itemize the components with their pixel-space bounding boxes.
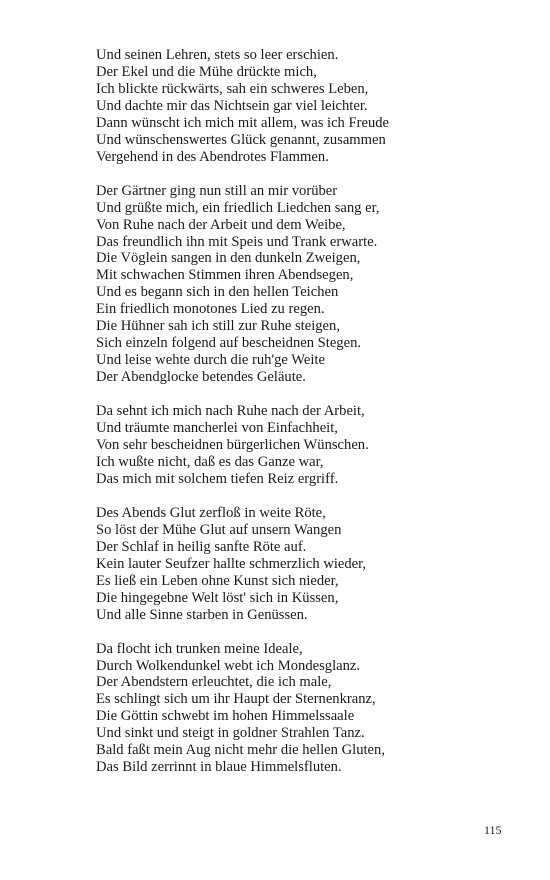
poem-line: Und dachte mir das Nichtsein gar viel leichter. xyxy=(96,97,368,114)
stanza-5 xyxy=(96,641,516,777)
stanza-3 xyxy=(96,403,516,488)
poem-line: Das freundlich ihn mit Speis und Trank erwarte. xyxy=(96,233,378,250)
poem-line: So löst der Mühe Glut auf unsern Wangen xyxy=(96,521,342,538)
poem-line: Und grüßte mich, ein friedlich Liedchen sang er, xyxy=(96,199,380,216)
poem-line: Der Schlaf in heilig sanfte Röte auf. xyxy=(96,538,307,555)
poem-line: Die Göttin schwebt im hohen Himmelssaale xyxy=(96,708,355,725)
poem-line: Sich einzeln folgend auf bescheidnen Stegen. xyxy=(96,335,362,352)
poem-line: Der Abendstern erleuchtet, die ich male, xyxy=(96,674,332,691)
poem-line: Und es begann sich in den hellen Teichen xyxy=(96,284,339,301)
poem-line: Und wünschenswertes Glück genannt, zusammen xyxy=(96,131,386,148)
poem-line: Die Hühner sah ich still zur Ruhe steigen, xyxy=(96,318,340,335)
poem-line: Die Vöglein sangen in den dunkeln Zweigen, xyxy=(96,250,361,267)
poem-line: Des Abends Glut zerfloß in weite Röte, xyxy=(96,504,326,521)
poem-line: Mit schwachen Stimmen ihren Abendsegen, xyxy=(96,267,354,284)
stanza-4 xyxy=(96,505,516,624)
poem-line: Dann wünscht ich mich mit allem, was ich Freude xyxy=(96,114,390,131)
poem-line: Es ließ ein Leben ohne Kunst sich nieder, xyxy=(96,572,339,589)
poem-line: Ich wußte nicht, daß es das Ganze war, xyxy=(96,453,324,470)
poem-line: Und sinkt und steigt in goldner Strahlen Tanz. xyxy=(96,725,365,742)
page-number: 115 xyxy=(484,823,502,837)
poem-line: Das Bild zerrinnt in blaue Himmelsfluten. xyxy=(96,759,342,776)
poem-line: Und alle Sinne starben in Genüssen. xyxy=(96,606,308,623)
poem-line: Der Abendglocke betendes Geläute. xyxy=(96,369,306,386)
stanza-2 xyxy=(96,183,516,386)
poem-line: Da sehnt ich mich nach Ruhe nach der Arbeit, xyxy=(96,403,365,420)
poem-line: Kein lauter Seufzer hallte schmerzlich wieder, xyxy=(96,555,367,572)
poem-line: Vergehend in des Abendrotes Flammen. xyxy=(96,148,329,165)
poem-line: Und seinen Lehren, stets so leer erschien. xyxy=(96,47,339,63)
poem-line: Der Gärtner ging nun still an mir vorüber xyxy=(96,182,338,199)
poem-line: Da flocht ich trunken meine Ideale, xyxy=(96,640,303,657)
poem-line: Und leise wehte durch die ruh'ge Weite xyxy=(96,352,325,369)
stanza-1 xyxy=(96,47,516,166)
poem-line: Das mich mit solchem tiefen Reiz ergriff. xyxy=(96,470,339,487)
poem-line: Die hingegebne Welt löst' sich in Küssen, xyxy=(96,589,339,606)
poem-line: Der Ekel und die Mühe drückte mich, xyxy=(96,63,317,80)
poem-line: Von sehr bescheidnen bürgerlichen Wünschen. xyxy=(96,437,369,454)
poem-line: Durch Wolkendunkel webt ich Mondesglanz. xyxy=(96,657,361,674)
poem-line: Und träumte mancherlei von Einfachheit, xyxy=(96,420,338,437)
poem-line: Von Ruhe nach der Arbeit und dem Weibe, xyxy=(96,216,346,233)
poem-body xyxy=(96,47,516,793)
poem-line: Bald faßt mein Aug nicht mehr die hellen Gluten, xyxy=(96,742,385,759)
poem-line: Es schlingt sich um ihr Haupt der Sternenkranz, xyxy=(96,691,376,708)
poem-line: Ein friedlich monotones Lied zu regen. xyxy=(96,301,325,318)
poem-line: Ich blickte rückwärts, sah ein schweres Leben, xyxy=(96,80,369,97)
